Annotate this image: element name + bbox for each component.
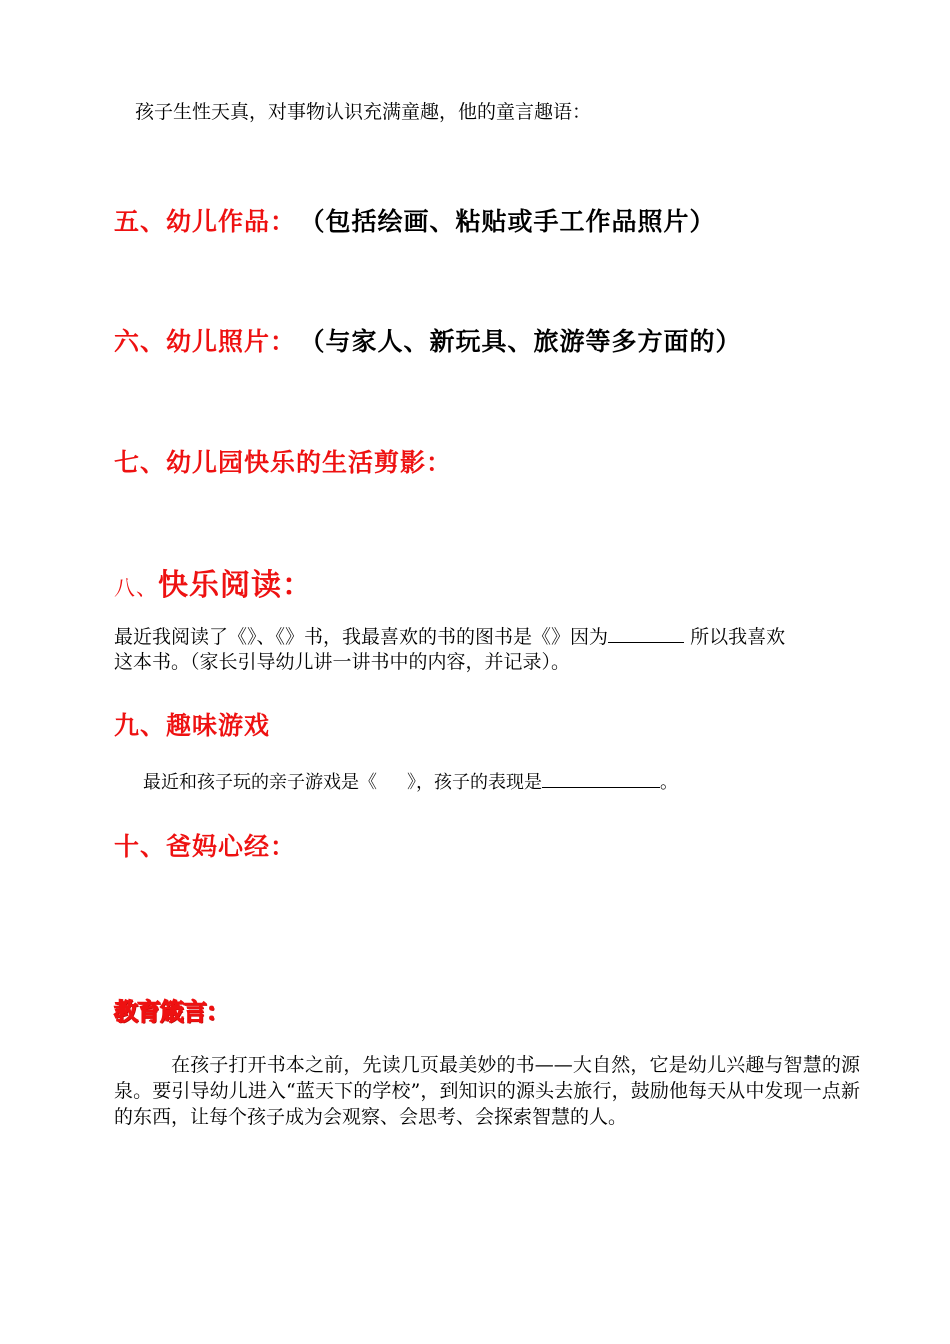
game-line-end: 。 [660, 772, 678, 793]
education-motto-paragraph: 在孩子打开书本之前，先读几页最美妙的书——大自然，它是幼儿兴趣与智慧的源泉。要引导幼儿进入“蓝天下的学校”，到知识的源头去旅行，鼓励他每天从中发现一点新的东西，让每个孩子成为会观察、会思考、会探索智慧的人。 [114, 1054, 860, 1128]
game-line [143, 769, 678, 795]
section-6-note: （与家人、新玩具、旅游等多方面的） [312, 327, 742, 356]
game-line-start: 最近和孩子玩的亲子游戏是《 [143, 772, 377, 793]
reading-line-1-end: 所以我喜欢 [690, 626, 786, 648]
section-8-title: 快乐阅读： [158, 568, 313, 603]
game-line-mid: 》，孩子的表现是 [407, 772, 542, 793]
section-8-prefix: 八、 [114, 576, 158, 600]
section-7-title: 七、幼儿园快乐的生活剪影： [114, 448, 453, 477]
section-5-note: （包括绘画、粘贴或手工作品照片） [312, 207, 716, 236]
reading-line-1-text: 最近我阅读了《》、《》书，我最喜欢的书的图书是《》因为 [114, 626, 609, 648]
education-motto-title: 教育箴言： [114, 998, 229, 1026]
performance-blank[interactable] [542, 769, 660, 788]
section-5-heading [114, 202, 716, 238]
section-9-title: 九、趣味游戏 [114, 711, 271, 740]
section-5-title: 五、幼儿作品： [114, 207, 297, 236]
section-10-title: 十、爸妈心经： [114, 832, 297, 861]
section-8-heading [114, 560, 313, 604]
reason-blank[interactable] [608, 624, 684, 643]
intro-line: 孩子生性天真，对事物认识充满童趣，他的童言趣语： [135, 101, 592, 123]
reading-line-2: 这本书。（家长引导幼儿讲一讲书中的内容，并记录）。 [114, 651, 571, 673]
section-6-heading [114, 322, 742, 358]
reading-line-1 [114, 624, 785, 650]
section-6-title: 六、幼儿照片： [114, 327, 297, 356]
